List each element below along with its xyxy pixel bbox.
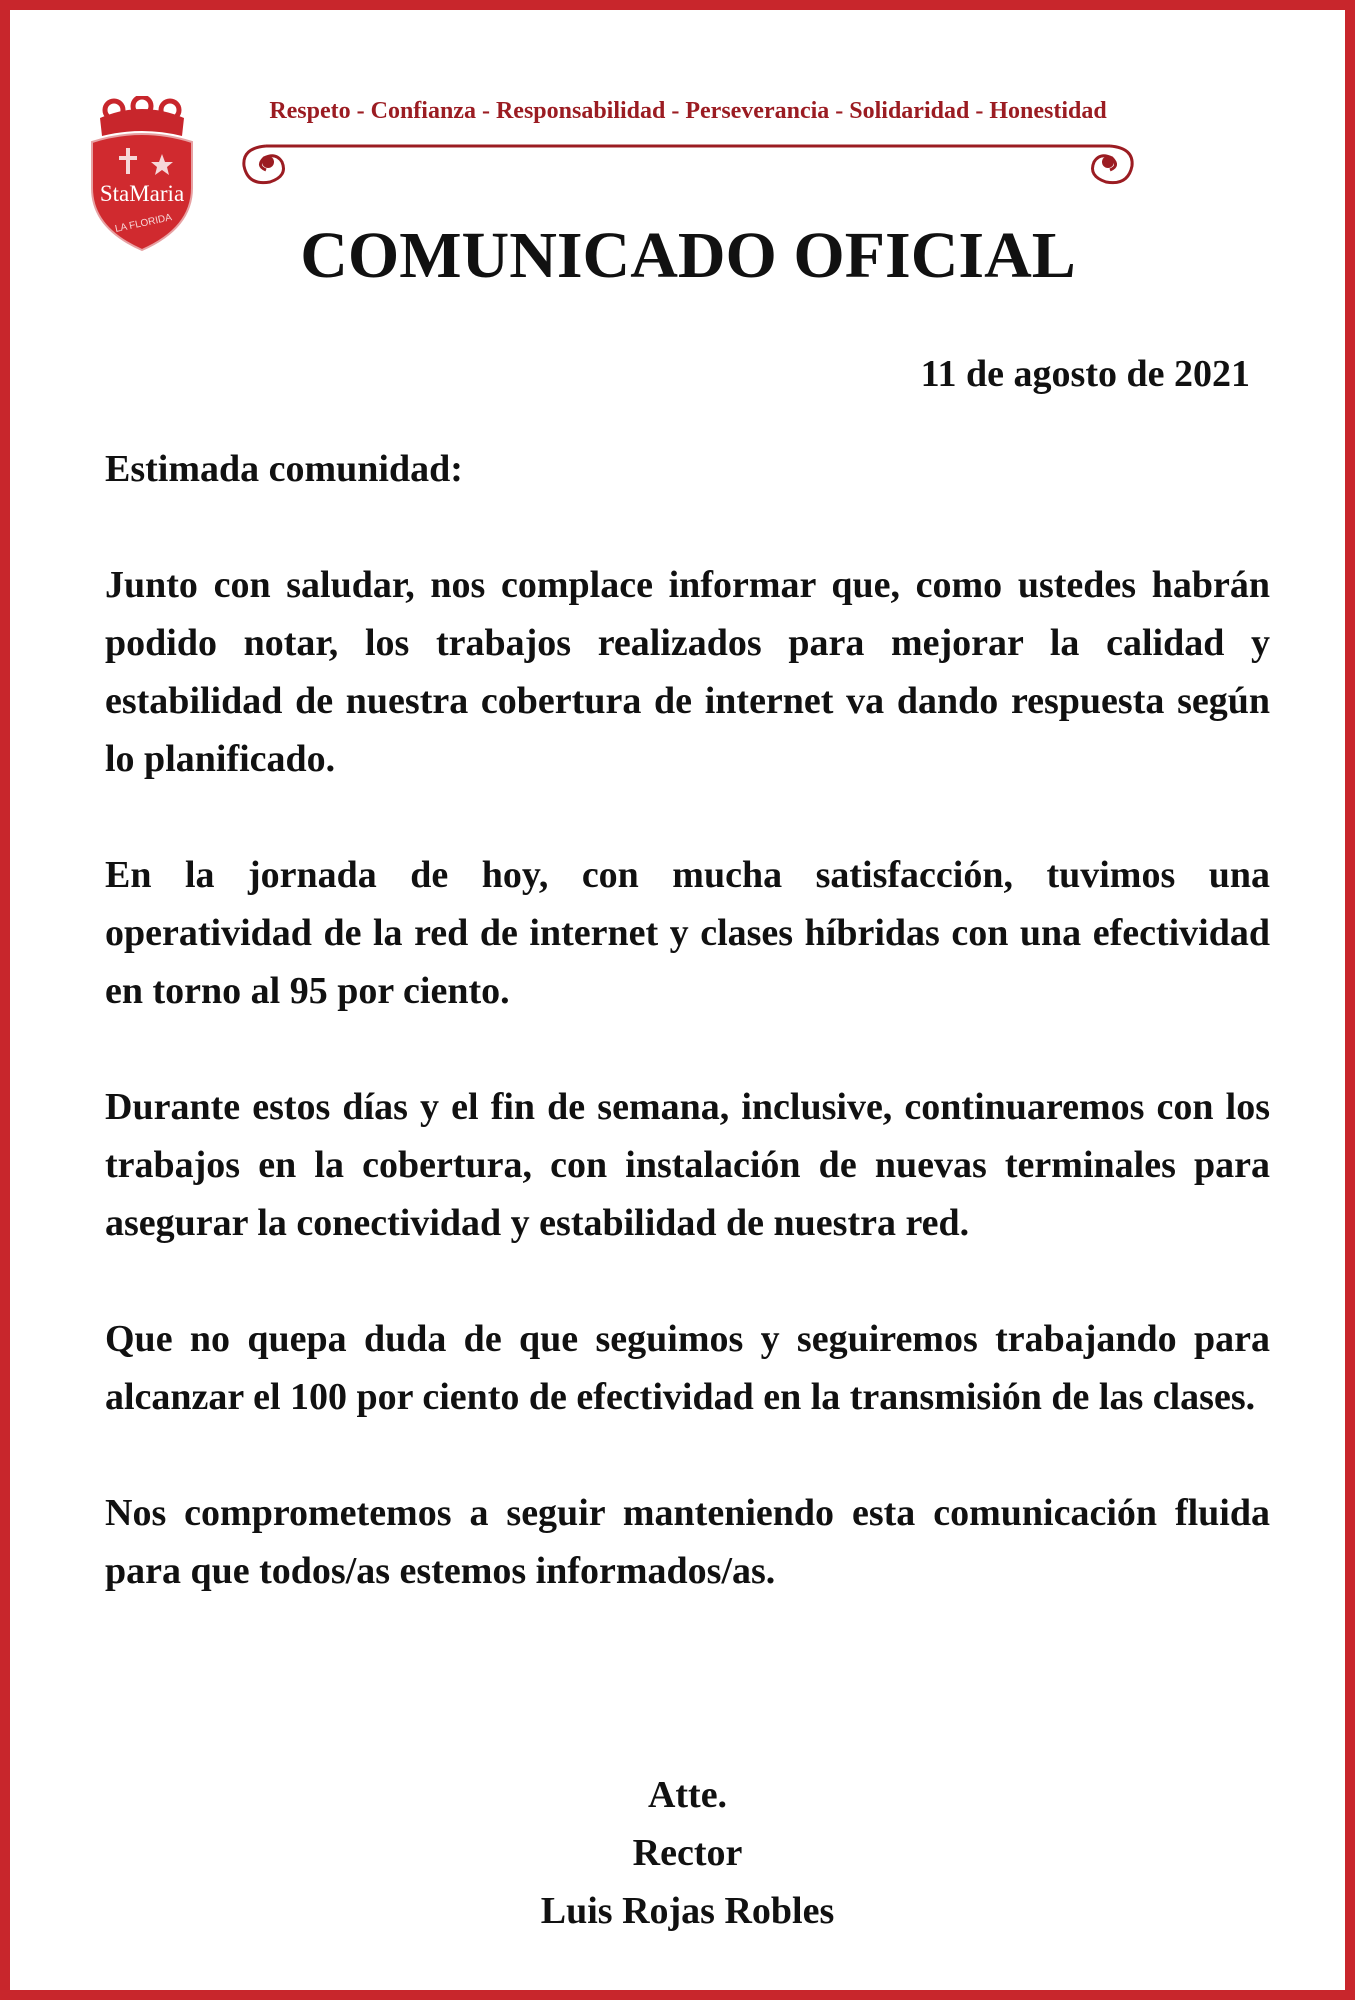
document-title: COMUNICADO OFICIAL [300,219,1076,292]
paragraph: Nos comprometemos a seguir manteniendo esta comunicación fluida para que todos/as estemos informados/as. [105,1492,1270,1592]
closing: Atte. [647,1774,728,1816]
paragraph: Durante estos días y el fin de semana, inclusive, continuaremos con los trabajos en la cobertura, con instalación de nuevas terminales para asegurar la conectividad y estabilidad de nuestra red. [105,1086,1270,1244]
document-body [105,440,1270,1600]
signer-name: Luis Rojas Robles [540,1890,835,1932]
signer-role: Rector [632,1832,743,1874]
school-values-line: Respeto - Confianza - Responsabilidad - Perseverancia - Solidaridad - Honestidad [269,98,1107,124]
signature-block [10,1766,1355,1940]
greeting: Estimada comunidad: [105,448,463,490]
school-crest-logo [86,96,198,254]
paragraph: Junto con saludar, nos complace informar que, como ustedes habrán podido notar, los trabajos realizados para mejorar la calidad y estabilidad de nuestra cobertura de internet va dando respuesta según lo planificado. [105,564,1270,780]
svg-text:StaMaria: StaMaria [99,181,185,206]
paragraph: Que no quepa duda de que seguimos y seguiremos trabajando para alcanzar el 100 por ciento de efectividad en la transmisión de las clases. [105,1318,1270,1418]
paragraph: En la jornada de hoy, con mucha satisfacción, tuvimos una operatividad de la red de internet y clases híbridas con una efectividad en torno al 95 por ciento. [105,854,1270,1012]
decorative-scroll-divider [236,136,1140,192]
svg-text:LA FLORIDA: LA FLORIDA [114,212,173,235]
document-date: 11 de agosto de 2021 [920,353,1250,395]
